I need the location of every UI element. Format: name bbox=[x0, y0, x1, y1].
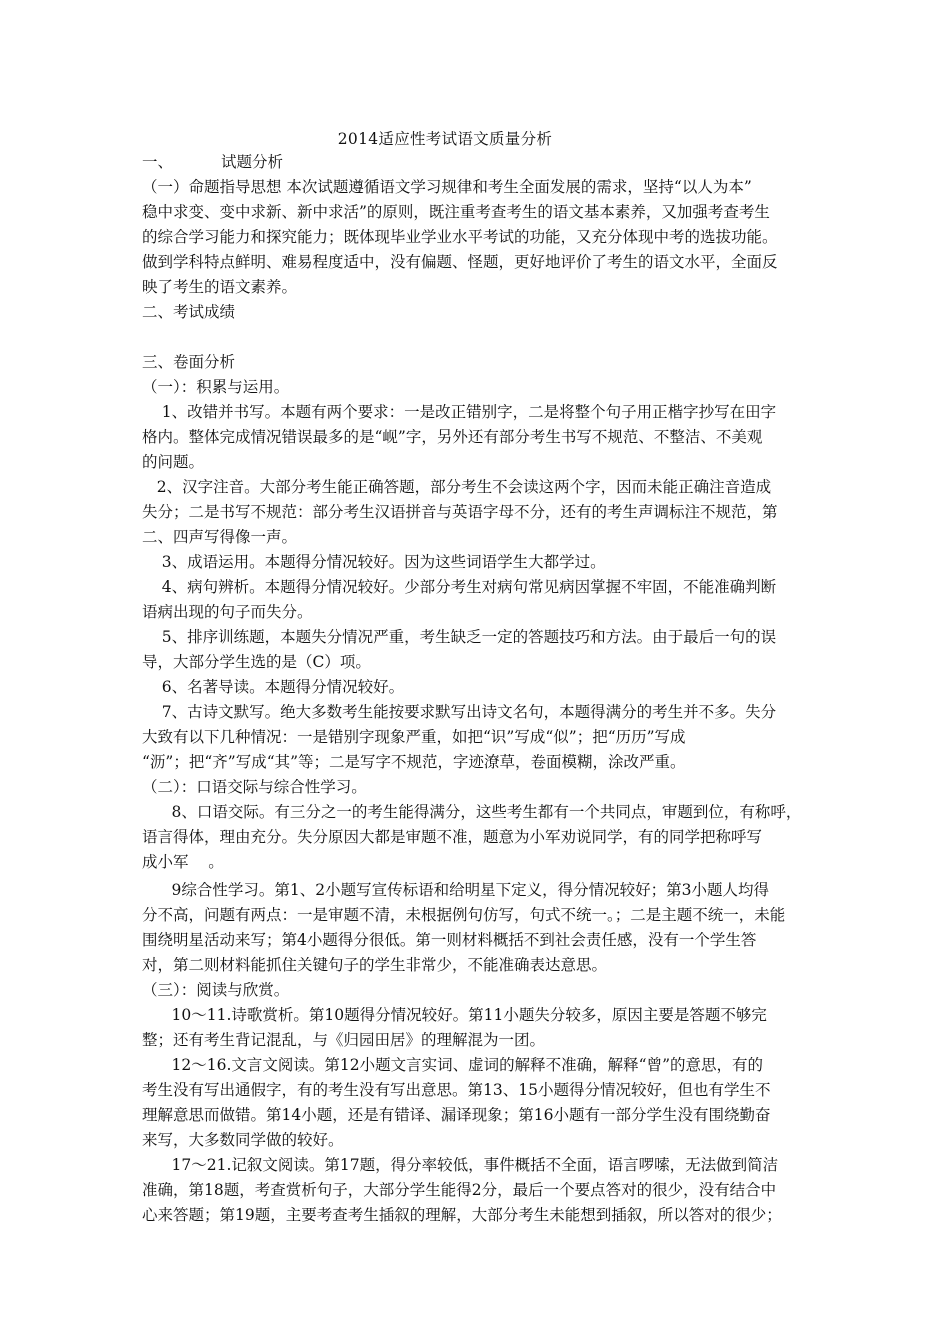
paragraph-line: 成小军 。 bbox=[142, 853, 224, 871]
paragraph-line: 7、古诗文默写。绝大多数考生能按要求默写出诗文名句，本题得满分的考生并不多。失分 bbox=[142, 703, 777, 721]
paragraph-line: 映了考生的语文素养。 bbox=[142, 278, 298, 296]
paragraph-line: 语言得体，理由充分。失分原因大都是审题不准，题意为小军劝说同学，有的同学把称呼写 bbox=[142, 828, 763, 846]
paragraph-line: 大致有以下几种情况：一是错别字现象严重，如把“识”写成“似”；把“历历”写成 bbox=[142, 728, 686, 746]
paragraph-line: 做到学科特点鲜明、难易程度适中，没有偏题、怪题，更好地评价了考生的语文水平，全面反 bbox=[142, 253, 778, 271]
paragraph-line: 失分；二是书写不规范：部分考生汉语拼音与英语字母不分，还有的考生声调标注不规范，第 bbox=[142, 503, 778, 521]
page-title: 2014适应性考试语文质量分析 bbox=[337, 130, 553, 148]
paragraph-line: 2、汉字注音。大部分考生能正确答题，部分考生不会读这两个字，因而未能正确注音造成 bbox=[142, 478, 772, 496]
paragraph-line: 9综合性学习。第1、2小题写宣传标语和给明星下定义，得分情况较好；第3小题人均得 bbox=[142, 881, 770, 899]
paragraph-line: 5、排序训练题，本题失分情况严重，考生缺乏一定的答题技巧和方法。由于最后一句的误 bbox=[142, 628, 777, 646]
section-heading-1: 一、 试题分析 bbox=[142, 153, 284, 171]
paragraph-line: 1、改错并书写。本题有两个要求：一是改正错别字，二是将整个句子用正楷字抄写在田字 bbox=[142, 403, 777, 421]
paragraph-line: 6、名著导读。本题得分情况较好。 bbox=[142, 678, 405, 696]
paragraph-line: 心来答题；第19题，主要考查考生插叙的理解，大部分考生未能想到插叙，所以答对的很少； bbox=[142, 1206, 782, 1224]
paragraph-line: 理解意思而做错。第14小题，还是有错译、漏译现象；第16小题有一部分学生没有围绕勤奋 bbox=[142, 1106, 771, 1124]
paragraph-line: 稳中求变、变中求新、新中求活”的原则，既注重考查考生的语文基本素养，又加强考查考生 bbox=[142, 203, 770, 221]
subsection-heading: （二）：口语交际与综合性学习。 bbox=[142, 778, 367, 796]
subsection-heading: （三）：阅读与欣赏。 bbox=[142, 981, 290, 999]
section-heading-3: 三、卷面分析 bbox=[142, 353, 236, 371]
subsection-heading: （一）：积累与运用。 bbox=[142, 378, 290, 396]
paragraph-line: 格内。整体完成情况错误最多的是“岘”字，另外还有部分考生书写不规范、不整洁、不美观 bbox=[142, 428, 763, 446]
paragraph-line: 12～16.文言文阅读。第12小题文言实词、虚词的解释不准确，解释“曾”的意思，有的 bbox=[142, 1056, 764, 1074]
paragraph-line: 分不高，问题有两点：一是审题不清，未根据例句仿写，句式不统一。；二是主题不统一，未能 bbox=[142, 906, 786, 924]
paragraph-line: 的问题。 bbox=[142, 453, 205, 471]
paragraph-line: 对，第二则材料能抓住关键句子的学生非常少，不能准确表达意思。 bbox=[142, 956, 608, 974]
paragraph-line: 8、口语交际。有三分之一的考生能得满分，这些考生都有一个共同点，审题到位，有称呼， bbox=[142, 803, 802, 821]
paragraph-line: 准确，第18题，考查赏析句子，大部分学生能得2分，最后一个要点答对的很少，没有结合中 bbox=[142, 1181, 777, 1199]
paragraph-line: 的综合学习能力和探究能力；既体现毕业学业水平考试的功能，又充分体现中考的选拔功能。 bbox=[142, 228, 778, 246]
paragraph-line: 10～11.诗歌赏析。第10题得分情况较好。第11小题失分较多，原因主要是答题不够完 bbox=[142, 1006, 767, 1024]
paragraph-line: 3、成语运用。本题得分情况较好。因为这些词语学生大都学过。 bbox=[142, 553, 606, 571]
paragraph-line: 来写，大多数同学做的较好。 bbox=[142, 1131, 344, 1149]
paragraph-line: 4、病句辨析。本题得分情况较好。少部分考生对病句常见病因掌握不牢固，不能准确判断 bbox=[142, 578, 777, 596]
paragraph-line: 二、四声写得像一声。 bbox=[142, 528, 298, 546]
paragraph-line: 围绕明星活动来写；第4小题得分很低。第一则材料概括不到社会责任感，没有一个学生答 bbox=[142, 931, 757, 949]
paragraph-line: 17～21.记叙文阅读。第17题，得分率较低，事件概括不全面，语言啰嗦，无法做到简洁 bbox=[142, 1156, 779, 1174]
paragraph-line: （一）命题指导思想 本次试题遵循语文学习规律和考生全面发展的需求，坚持“以人为本” bbox=[142, 178, 752, 196]
paragraph-line: “沥”；把“齐”写成“其”等；二是写字不规范，字迹潦草，卷面模糊，涂改严重。 bbox=[142, 753, 686, 771]
paragraph-line: 整；还有考生背记混乱，与《归园田居》的理解混为一团。 bbox=[142, 1031, 546, 1049]
paragraph-line: 导，大部分学生选的是（C）项。 bbox=[142, 653, 371, 671]
paragraph-line: 考生没有写出通假字，有的考生没有写出意思。第13、15小题得分情况较好，但也有学生不 bbox=[142, 1081, 771, 1099]
section-heading-2: 二、考试成绩 bbox=[142, 303, 236, 321]
paragraph-line: 语病出现的句子而失分。 bbox=[142, 603, 313, 621]
